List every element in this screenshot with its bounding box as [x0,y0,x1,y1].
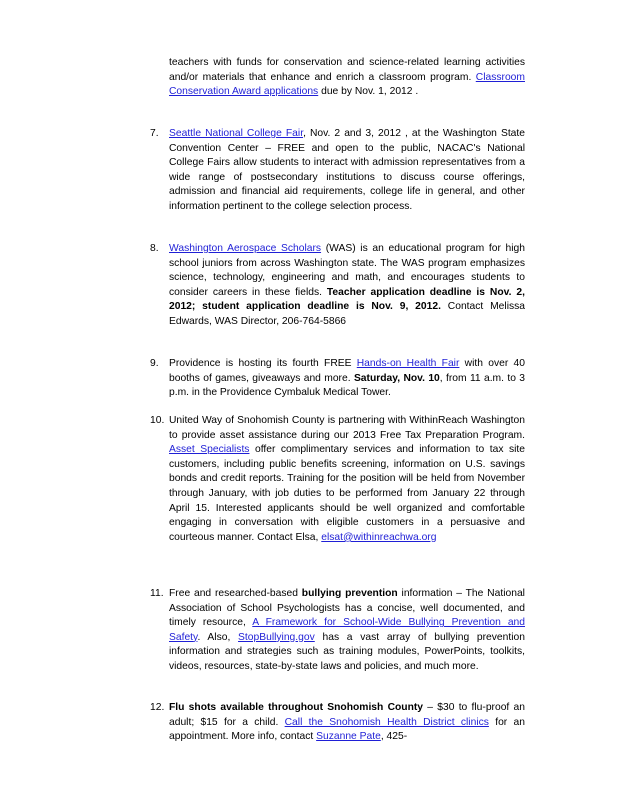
item-body: Providence is hosting its fourth FREE Hands-on Health Fair with over 40 booths of games, giveaways and more. Saturday, Nov. 10, from 11 a.m. to 3 p.m. in the Providence Cymbaluk Medical Tower. [169,358,525,399]
email-link[interactable]: elsat@withinreachwa.org [321,531,437,543]
item-number: 8. [150,243,159,254]
bullying-prevention-text: bullying prevention [301,588,398,599]
suzanne-pate-link[interactable]: Suzanne Pate [316,731,381,743]
item-body: Flu shots available throughout Snohomish County – $30 to flu-proof an adult; $15 for a child. Call the Snohomish Health District clinics for an appointment. More info, contact Suzanne Pate, 425- [169,702,525,743]
date-text: Saturday, Nov. 10 [353,372,440,384]
flu-shots-text: Flu shots available throughout Snohomish County [169,702,424,713]
stopbullying-link[interactable]: StopBullying.gov [238,631,315,643]
item-number: 9. [150,358,159,369]
item-number: 7. [150,128,159,139]
washington-aerospace-scholars-link[interactable]: Washington Aerospace Scholars [169,243,322,254]
health-district-clinics-link[interactable]: Call the Snohomish Health District clinics [284,716,489,728]
item-number: 12. [150,702,165,713]
item-number: 10. [150,415,165,426]
item-body: United Way of Snohomish County is partnering with WithinReach Washington to provide asset assistance during our 2013 Free Tax Preparation Program. Asset Specialists offer complimentary services and information to tax site customers, including public benefits screening, information on U.S. savings bonds and credit reports. Training for the position will be held from November through January, with job duties to be performed from January 22 through April 15. Interested applicants should be well organized and comfortable engaging in conversation with eligible customers in a persuasive and courteous manner. Contact Elsa, elsat@withinreachwa.org [169,415,525,543]
deadline-text: Teacher application deadline is Nov. 2, 2012; student application deadline is Nov. 9, 2012. [169,286,525,313]
asset-specialists-link[interactable]: Asset Specialists [169,444,250,456]
bullying-framework-link[interactable]: A Framework for School-Wide Bullying Prevention and Safety [169,617,526,643]
item-number: 11. [150,588,164,599]
item-body: Free and researched-based bullying prevention information – The National Association of School Psychologists has a concise, well documented, and timely resource, A Framework for School-Wide Bullying Prevention and Safety. Also, StopBullying.gov has a vast array of bullying prevention information and strategies such as training modules, PowerPoints, toolkits, videos, resources, state-by-state laws and policies, and much more. [169,588,526,672]
hands-on-health-fair-link[interactable]: Hands-on Health Fair [356,358,460,369]
item-body: Seattle National College Fair, Nov. 2 and 3, 2012 , at the Washington State Convention Center – FREE and open to the public, NACAC's National College Fairs allow students to interact with admission representatives from a wide range of postsecondary institutions to discuss course offerings, admission and financial aid requirements, college life in general, and other information pertinent to the college selection process. [169,128,525,212]
item-body: Washington Aerospace Scholars (WAS) is an educational program for high school juniors from across Washington state. The WAS program emphasizes science, technology, engineering and math, and encourages students to consider careers in these fields. Teacher application deadline is Nov. 2, 2012; student application deadline is Nov. 9, 2012. Contact Melissa Edwards, WAS Director, 206-764-5866 [169,243,526,327]
seattle-college-fair-link[interactable]: Seattle National College Fair [169,128,304,139]
classroom-conservation-award-link[interactable]: Classroom Conservation Award applications [169,71,525,98]
item-body: teachers with funds for conservation and science-related learning activities and/or materials that enhance and enrich a classroom program. Classroom Conservation Award applications due by Nov. 1, 2012 . [169,57,525,98]
